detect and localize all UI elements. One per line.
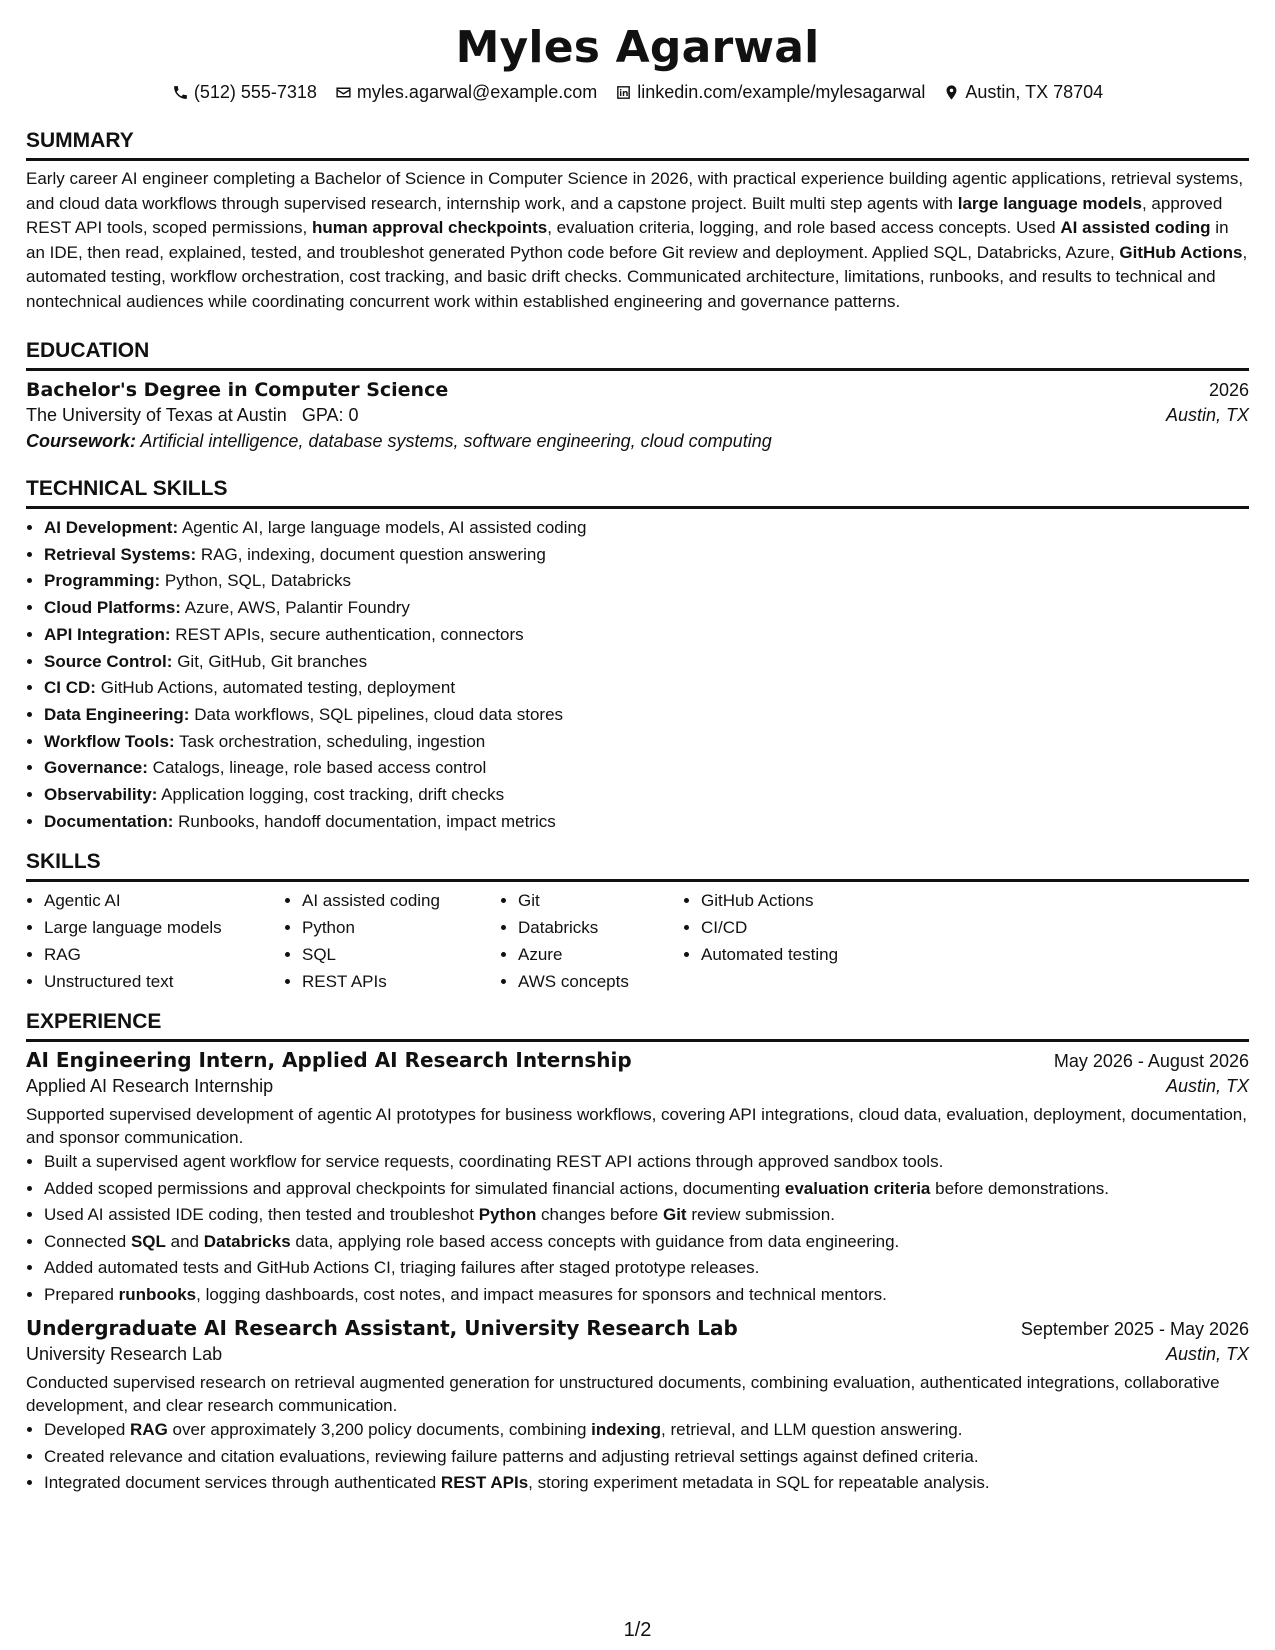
list-item: • Programming: Python, SQL, Databricks xyxy=(44,568,1249,595)
list-item: • Azure xyxy=(518,942,683,969)
job-title: AI Engineering Intern, Applied AI Research Internship xyxy=(26,1048,632,1073)
skills-column-4 xyxy=(683,888,901,995)
section-title-education: EDUCATION xyxy=(26,324,1249,371)
skills-section xyxy=(26,835,1249,995)
job-header xyxy=(26,1316,1249,1340)
contact-linkedin[interactable] xyxy=(615,80,925,104)
list-item: • SQL xyxy=(302,942,500,969)
summary-section xyxy=(26,114,1249,314)
envelope-icon xyxy=(335,84,352,101)
job-organization: Applied AI Research Internship xyxy=(26,1076,274,1097)
list-item: • GitHub Actions xyxy=(701,888,901,915)
list-item: • Created relevance and citation evaluations, reviewing failure patterns and adjusting retrieval settings against defined criteria. xyxy=(44,1444,1249,1471)
job-dates: September 2025 - May 2026 xyxy=(1020,1319,1249,1340)
list-item: • Added scoped permissions and approval checkpoints for simulated financial actions, documenting evaluation criteria before demonstrations. xyxy=(44,1176,1249,1203)
job-location: Austin, TX xyxy=(1165,1344,1249,1365)
job-bullets xyxy=(26,1417,1249,1497)
contact-bar xyxy=(26,80,1249,104)
list-item: • Large language models xyxy=(44,915,284,942)
page-number: 1/2 xyxy=(623,1619,652,1641)
list-item: • Integrated document services through authenticated REST APIs, storing experiment metadata in SQL for repeatable analysis. xyxy=(44,1470,1249,1497)
technical-skills-list xyxy=(26,515,1249,835)
summary-text: Early career AI engineer completing a Bachelor of Science in Computer Science in 2026, with practical experience building agentic applications, retrieval systems, and cloud data workflows through supervised research, internship work, and a capstone project. Built multi step agents with large language models, approved REST API tools, scoped permissions, human approval checkpoints, evaluation criteria, logging, and role based access concepts. Used AI assisted coding in an IDE, then read, explained, tested, and troubleshot generated Python code before Git review and deployment. Applied SQL, Databricks, Azure, GitHub Actions, automated testing, workflow orchestration, cost tracking, and basic drift checks. Communicated architecture, limitations, runbooks, and results to technical and nontechnical audiences while coordinating concurrent work within established engineering and governance patterns. xyxy=(26,169,1248,311)
list-item: • Documentation: Runbooks, handoff documentation, impact metrics xyxy=(44,809,1249,836)
contact-phone xyxy=(172,80,317,104)
list-item: • Connected SQL and Databricks data, applying role based access concepts with guidance from data engineering. xyxy=(44,1229,1249,1256)
list-item: • Prepared runbooks, logging dashboards, cost notes, and impact measures for sponsors and technical mentors. xyxy=(44,1282,1249,1309)
section-title-technical-skills: TECHNICAL SKILLS xyxy=(26,462,1249,509)
email-text[interactable]: myles.agarwal@example.com xyxy=(356,82,598,102)
list-item: • Retrieval Systems: RAG, indexing, document question answering xyxy=(44,542,1249,569)
degree: Bachelor's Degree in Computer Science xyxy=(26,379,449,401)
job-title: Undergraduate AI Research Assistant, University Research Lab xyxy=(26,1316,738,1341)
list-item: • Agentic AI xyxy=(44,888,284,915)
job-dates: May 2026 - August 2026 xyxy=(1053,1051,1249,1072)
experience-section xyxy=(26,995,1249,1497)
list-item: • Databricks xyxy=(518,915,683,942)
job-entry-2 xyxy=(26,1316,1249,1497)
contact-location xyxy=(943,80,1103,104)
gpa: GPA: 0 xyxy=(301,405,359,425)
section-title-skills: SKILLS xyxy=(26,835,1249,882)
list-item: • Built a supervised agent workflow for service requests, coordinating REST API actions through approved sandbox tools. xyxy=(44,1149,1249,1176)
linkedin-text[interactable]: linkedin.com/example/mylesagarwal xyxy=(637,82,926,102)
skills-column-1 xyxy=(26,888,284,995)
list-item: • Observability: Application logging, cost tracking, drift checks xyxy=(44,782,1249,809)
job-location: Austin, TX xyxy=(1165,1076,1249,1097)
list-item: • Developed RAG over approximately 3,200 policy documents, combining indexing, retrieval, and LLM question answering. xyxy=(44,1417,1249,1444)
map-pin-icon xyxy=(943,84,960,101)
skills-column-2 xyxy=(284,888,500,995)
list-item: • Source Control: Git, GitHub, Git branches xyxy=(44,649,1249,676)
education-section xyxy=(26,324,1249,456)
list-item: • Data Engineering: Data workflows, SQL pipelines, cloud data stores xyxy=(44,702,1249,729)
contact-email[interactable] xyxy=(335,80,597,104)
list-item: • Python xyxy=(302,915,500,942)
list-item: • Unstructured text xyxy=(44,969,284,996)
phone-text: (512) 555-7318 xyxy=(193,82,317,102)
list-item: • Workflow Tools: Task orchestration, scheduling, ingestion xyxy=(44,729,1249,756)
education-row-2 xyxy=(26,405,1249,426)
job-subheader xyxy=(26,1344,1249,1365)
graduation-year: 2026 xyxy=(1208,380,1249,400)
job-summary: Supported supervised development of agentic AI prototypes for business workflows, covering API integrations, cloud data, evaluation, deployment, documentation, and sponsor communication. xyxy=(26,1105,1247,1148)
list-item: • RAG xyxy=(44,942,284,969)
list-item: • CI/CD xyxy=(701,915,901,942)
skills-grid xyxy=(26,888,1249,995)
job-bullets xyxy=(26,1149,1249,1308)
list-item: • API Integration: REST APIs, secure authentication, connectors xyxy=(44,622,1249,649)
location-text: Austin, TX 78704 xyxy=(965,82,1104,102)
job-subheader xyxy=(26,1076,1249,1097)
school-location: Austin, TX xyxy=(1165,405,1249,425)
list-item: • Automated testing xyxy=(701,942,901,969)
linkedin-icon xyxy=(615,84,632,101)
list-item: • Cloud Platforms: Azure, AWS, Palantir Foundry xyxy=(44,595,1249,622)
education-row-1 xyxy=(26,379,1249,401)
job-header xyxy=(26,1048,1249,1072)
list-item: • Git xyxy=(518,888,683,915)
list-item: • Governance: Catalogs, lineage, role based access control xyxy=(44,755,1249,782)
job-summary: Conducted supervised research on retrieval augmented generation for unstructured documents, combining evaluation, authenticated integrations, collaborative development, and clear research communication. xyxy=(26,1373,1220,1416)
technical-skills-section xyxy=(26,462,1249,835)
list-item: • REST APIs xyxy=(302,969,500,996)
list-item: • CI CD: GitHub Actions, automated testing, deployment xyxy=(44,675,1249,702)
section-title-summary: SUMMARY xyxy=(26,114,1249,161)
school: The University of Texas at Austin GPA: 0 xyxy=(26,405,359,425)
list-item: • Added automated tests and GitHub Actions CI, triaging failures after staged prototype releases. xyxy=(44,1255,1249,1282)
phone-icon xyxy=(172,84,189,101)
skills-column-3 xyxy=(500,888,683,995)
list-item: • Used AI assisted IDE coding, then tested and troubleshot Python changes before Git review submission. xyxy=(44,1202,1249,1229)
coursework: Coursework: Artificial intelligence, database systems, software engineering, cloud computing xyxy=(26,431,772,451)
list-item: • AI assisted coding xyxy=(302,888,500,915)
list-item: • AI Development: Agentic AI, large language models, AI assisted coding xyxy=(44,515,1249,542)
list-item: • AWS concepts xyxy=(518,969,683,996)
candidate-name: Myles Agarwal xyxy=(455,22,820,73)
job-entry-1 xyxy=(26,1048,1249,1308)
section-title-experience: EXPERIENCE xyxy=(26,995,1249,1042)
job-organization: University Research Lab xyxy=(26,1344,223,1365)
